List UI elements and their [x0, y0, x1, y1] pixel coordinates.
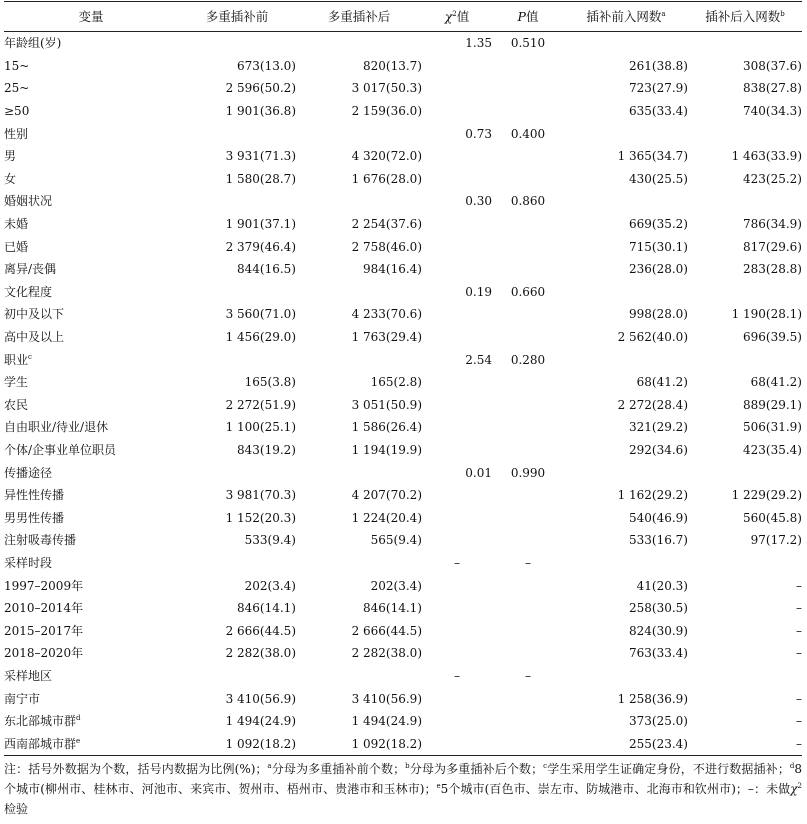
cell-net-before: 763(33.4) [629, 646, 688, 661]
cell-net-before: 255(23.4) [564, 732, 688, 755]
cell-before: 165(3.8) [244, 375, 296, 390]
cell-after: 2 159(36.0) [351, 104, 422, 119]
cell-net-after [688, 122, 802, 145]
cell-after: 3 017(50.3) [351, 81, 422, 96]
cell-p [492, 687, 564, 710]
cell-net-before: 261(38.8) [629, 58, 688, 73]
cell-net-before: 715(30.1) [629, 239, 688, 254]
group-label: 传播途径 [4, 465, 53, 480]
cell-after [296, 348, 422, 371]
cell-chi2 [422, 235, 492, 258]
cell-chi2: 0.01 [465, 465, 492, 480]
item-label: 西南部城市群$^e$ [4, 732, 178, 755]
item-label: 南宁市 [4, 691, 41, 706]
cell-net-after: 1 229(29.2) [731, 488, 802, 503]
item-label: 自由职业/待业/退休 [4, 420, 109, 435]
cell-before [178, 552, 296, 575]
cell-p [492, 303, 564, 326]
cell-after: 1 194(19.9) [351, 442, 422, 457]
cell-p: – [525, 668, 531, 683]
cell-chi2 [422, 168, 492, 191]
cell-before: 1 152(20.3) [225, 510, 296, 525]
cell-before: 202(3.4) [244, 578, 296, 593]
cell-net-after: 740(34.3) [743, 104, 802, 119]
cell-net-before: 540(46.9) [629, 510, 688, 525]
cell-net-after: – [796, 646, 802, 661]
cell-after [296, 461, 422, 484]
cell-net-after: 889(29.1) [743, 397, 802, 412]
cell-before: 2 596(50.2) [225, 81, 296, 96]
cell-net-before: 1 258(36.9) [617, 691, 688, 706]
cell-net-before: 1 162(29.2) [617, 488, 688, 503]
item-label: 1997–2009年 [4, 578, 84, 593]
cell-net-after [688, 665, 802, 688]
table-group-row [4, 552, 802, 575]
cell-net-before: 321(29.2) [629, 420, 688, 435]
group-label: 采样时段 [4, 555, 53, 570]
cell-chi2 [422, 303, 492, 326]
item-label: 注射吸毒传播 [4, 533, 77, 548]
cell-chi2 [422, 326, 492, 349]
cell-chi2 [422, 100, 492, 123]
cell-after: 1 092(18.2) [296, 732, 422, 755]
cell-net-after: 308(37.6) [743, 58, 802, 73]
item-label: ≥50 [4, 104, 30, 119]
cell-p [492, 574, 564, 597]
cell-net-after: 1 190(28.1) [731, 307, 802, 322]
cell-before: 1 100(25.1) [225, 420, 296, 435]
cell-chi2 [422, 484, 492, 507]
cell-net-before: 236(28.0) [629, 262, 688, 277]
cell-p [492, 484, 564, 507]
cell-before: 1 456(29.0) [225, 330, 296, 345]
cell-p [492, 235, 564, 258]
table-body [4, 32, 802, 756]
cell-chi2 [422, 597, 492, 620]
cell-p: – [525, 555, 531, 570]
group-label: 职业$^c$ [4, 352, 32, 367]
cell-before: 533(9.4) [244, 533, 296, 548]
item-label: 未婚 [4, 217, 29, 232]
cell-net-after: 817(29.6) [743, 239, 802, 254]
table-row [4, 145, 802, 168]
cell-chi2 [422, 710, 492, 733]
cell-after [296, 32, 422, 55]
cell-after: 1 224(20.4) [351, 510, 422, 525]
cell-after: 2 666(44.5) [351, 623, 422, 638]
table-row [4, 506, 802, 529]
cell-chi2 [422, 213, 492, 236]
cell-before [178, 665, 296, 688]
cell-p: 0.990 [510, 465, 546, 480]
cell-chi2 [422, 371, 492, 394]
cell-net-before: 2 272(28.4) [617, 397, 688, 412]
cell-net-after: 97(17.2) [750, 533, 802, 548]
header-before: 多重插补前 [178, 2, 296, 32]
item-label: 2015–2017年 [4, 623, 84, 638]
cell-chi2 [422, 416, 492, 439]
cell-after [296, 665, 422, 688]
table-row [4, 687, 802, 710]
cell-net-before: 669(35.2) [629, 217, 688, 232]
cell-net-after [688, 552, 802, 575]
cell-before: 2 282(38.0) [225, 646, 296, 661]
item-label: 学生 [4, 375, 29, 390]
cell-p: 0.400 [510, 126, 546, 141]
table-group-row [4, 348, 802, 371]
cell-chi2 [422, 687, 492, 710]
cell-net-after: – [796, 714, 802, 729]
item-label: 已婚 [4, 239, 29, 254]
cell-net-after: – [796, 691, 802, 706]
cell-net-before: 824(30.9) [629, 623, 688, 638]
item-label: 2018–2020年 [4, 646, 84, 661]
cell-after: 2 254(37.6) [351, 217, 422, 232]
cell-net-after [688, 190, 802, 213]
cell-chi2: 2.54 [465, 352, 492, 367]
cell-after: 4 320(72.0) [351, 149, 422, 164]
group-label: 婚姻状况 [4, 194, 53, 209]
cell-net-after [688, 32, 802, 55]
cell-before: 1 092(18.2) [178, 732, 296, 755]
header-after: 多重插补后 [296, 2, 422, 32]
cell-after: 846(14.1) [363, 601, 422, 616]
cell-p: 0.510 [510, 36, 546, 51]
table-group-row [4, 190, 802, 213]
table-row [4, 371, 802, 394]
cell-net-after [688, 281, 802, 304]
cell-before: 846(14.1) [237, 601, 296, 616]
cell-before [178, 122, 296, 145]
cell-net-before: 635(33.4) [629, 104, 688, 119]
table-row [4, 235, 802, 258]
item-label: 女 [4, 171, 17, 186]
cell-before: 3 931(71.3) [225, 149, 296, 164]
header-net-before: 插补前入网数$^a$ [564, 2, 688, 32]
cell-chi2: – [454, 668, 460, 683]
cell-net-after: – [796, 601, 802, 616]
item-label: 男男性传播 [4, 510, 65, 525]
cell-net-before: 292(34.6) [629, 442, 688, 457]
cell-after: 820(13.7) [363, 58, 422, 73]
cell-net-before: 1 365(34.7) [617, 149, 688, 164]
cell-after: 565(9.4) [370, 533, 422, 548]
table-row [4, 303, 802, 326]
cell-chi2: – [454, 555, 460, 570]
cell-after: 3 051(50.9) [351, 397, 422, 412]
cell-p [492, 642, 564, 665]
cell-before: 673(13.0) [237, 58, 296, 73]
cell-net-before: 258(30.5) [629, 601, 688, 616]
table-row [4, 326, 802, 349]
cell-before: 2 666(44.5) [225, 623, 296, 638]
cell-net-after [688, 461, 802, 484]
cell-chi2 [422, 258, 492, 281]
cell-after: 984(16.4) [363, 262, 422, 277]
cell-net-before: 430(25.5) [629, 171, 688, 186]
table-row [4, 168, 802, 191]
header-p: P值 [492, 2, 564, 32]
cell-net-before [564, 32, 688, 55]
header-net-after: 插补后入网数$^b$ [688, 2, 802, 32]
cell-before: 1 901(36.8) [225, 104, 296, 119]
table-row [4, 394, 802, 417]
cell-before: 843(19.2) [237, 442, 296, 457]
table-row [4, 258, 802, 281]
header-chi2: $\chi^2$值 [422, 2, 492, 32]
cell-before: 2 379(46.4) [225, 239, 296, 254]
cell-p [492, 168, 564, 191]
cell-p [492, 416, 564, 439]
cell-after [296, 190, 422, 213]
cell-net-after: – [796, 623, 802, 638]
table-row [4, 416, 802, 439]
cell-net-before [564, 122, 688, 145]
table-row [4, 529, 802, 552]
cell-chi2: 0.30 [465, 194, 492, 209]
cell-after: 1 586(26.4) [351, 420, 422, 435]
cell-before [178, 461, 296, 484]
cell-net-before: 998(28.0) [629, 307, 688, 322]
cell-after: 1 676(28.0) [351, 171, 422, 186]
cell-chi2: 0.73 [465, 126, 492, 141]
item-label: 25~ [4, 81, 30, 96]
table-row [4, 642, 802, 665]
cell-before: 2 272(51.9) [225, 397, 296, 412]
cell-after [296, 281, 422, 304]
cell-after: 1 494(24.9) [351, 714, 422, 729]
item-label: 男 [4, 149, 17, 164]
table-row [4, 100, 802, 123]
table-row [4, 732, 802, 755]
cell-p [492, 371, 564, 394]
cell-net-before: 533(16.7) [629, 533, 688, 548]
table-row [4, 213, 802, 236]
table-group-row [4, 461, 802, 484]
cell-after: 202(3.4) [370, 578, 422, 593]
cell-net-before [564, 348, 688, 371]
cell-p [492, 145, 564, 168]
group-label: 年龄组(岁) [4, 36, 62, 51]
table-group-row [4, 32, 802, 55]
cell-after: 2 758(46.0) [351, 239, 422, 254]
header-variable: 变量 [4, 2, 178, 32]
cell-before [178, 190, 296, 213]
cell-p [492, 619, 564, 642]
cell-net-after: 506(31.9) [743, 420, 802, 435]
cell-net-after: – [796, 578, 802, 593]
cell-after: 4 233(70.6) [351, 307, 422, 322]
table-row [4, 710, 802, 733]
group-label: 采样地区 [4, 668, 53, 683]
imputation-table [4, 1, 802, 756]
item-label: 2010–2014年 [4, 601, 84, 616]
table-group-row [4, 281, 802, 304]
cell-p [492, 100, 564, 123]
cell-net-before [564, 552, 688, 575]
cell-p [492, 529, 564, 552]
cell-chi2 [422, 55, 492, 78]
cell-p [492, 258, 564, 281]
table-row [4, 77, 802, 100]
item-label: 个体/企事业单位职员 [4, 442, 117, 457]
cell-p [492, 394, 564, 417]
table-row [4, 597, 802, 620]
cell-chi2 [422, 145, 492, 168]
cell-after: 4 207(70.2) [351, 488, 422, 503]
cell-chi2 [422, 732, 492, 755]
cell-after [296, 122, 422, 145]
cell-net-before: 68(41.2) [636, 375, 688, 390]
cell-net-before [564, 461, 688, 484]
cell-after: 1 763(29.4) [351, 330, 422, 345]
cell-p: 0.660 [510, 284, 546, 299]
cell-before: 1 901(37.1) [225, 217, 296, 232]
cell-after: 3 410(56.9) [351, 691, 422, 706]
table-row [4, 619, 802, 642]
cell-net-after: 283(28.8) [743, 262, 802, 277]
item-label: 东北部城市群$^d$ [4, 714, 81, 729]
cell-net-before [564, 190, 688, 213]
item-label: 高中及以上 [4, 330, 65, 345]
table-header-row [4, 2, 802, 32]
cell-chi2 [422, 619, 492, 642]
cell-p [492, 710, 564, 733]
cell-p [492, 506, 564, 529]
cell-before: 3 981(70.3) [225, 488, 296, 503]
cell-chi2 [422, 394, 492, 417]
cell-p [492, 326, 564, 349]
item-label: 初中及以下 [4, 307, 65, 322]
table-group-row [4, 122, 802, 145]
cell-net-before: 723(27.9) [629, 81, 688, 96]
cell-before: 844(16.5) [237, 262, 296, 277]
item-label: 农民 [4, 397, 29, 412]
cell-after: 2 282(38.0) [351, 646, 422, 661]
cell-net-after: – [688, 732, 802, 755]
group-label: 文化程度 [4, 284, 53, 299]
cell-chi2: 1.35 [465, 36, 492, 51]
cell-net-before [564, 281, 688, 304]
table-group-row [4, 665, 802, 688]
item-label: 异性性传播 [4, 488, 65, 503]
cell-net-before: 373(25.0) [629, 714, 688, 729]
cell-net-after: 838(27.8) [743, 81, 802, 96]
cell-p [492, 439, 564, 462]
cell-before: 3 560(71.0) [225, 307, 296, 322]
cell-p: 0.860 [510, 194, 546, 209]
cell-net-before [564, 665, 688, 688]
cell-before: 3 410(56.9) [225, 691, 296, 706]
cell-p [492, 597, 564, 620]
cell-chi2 [422, 529, 492, 552]
item-label: 15~ [4, 58, 30, 73]
group-label: 性别 [4, 126, 29, 141]
cell-after: 165(2.8) [370, 375, 422, 390]
cell-net-after: 423(35.4) [743, 442, 802, 457]
cell-chi2 [422, 506, 492, 529]
cell-net-after [688, 348, 802, 371]
cell-net-after: 696(39.5) [743, 330, 802, 345]
cell-before [178, 281, 296, 304]
cell-net-after: 1 463(33.9) [731, 149, 802, 164]
table-row [4, 574, 802, 597]
cell-after [296, 552, 422, 575]
cell-net-after: 560(45.8) [743, 510, 802, 525]
cell-chi2 [422, 439, 492, 462]
cell-p: 0.280 [510, 352, 546, 367]
cell-net-after: 423(25.2) [743, 171, 802, 186]
cell-before [178, 348, 296, 371]
cell-p [492, 55, 564, 78]
table-footnote: 注：括号外数据为个数，括号内数据为比例(%)；$^a$分母为多重插补前个数；$^b$分母为多重插补后个数；$^c$学生采用学生证确定身份，不进行数据插补；$^d$8个城市(柳州市、桂林市、河池市、来宾市、贺州市、梧州市、贵港市和玉林市)；$^e$5个城市(百色市、崇左市、防城港市、北海市和钦州市)；–：未做$\chi^2$检验 [4, 762, 802, 816]
table-row [4, 55, 802, 78]
cell-net-after: 68(41.2) [750, 375, 802, 390]
cell-chi2 [422, 574, 492, 597]
cell-chi2 [422, 642, 492, 665]
cell-net-before: 2 562(40.0) [617, 330, 688, 345]
cell-p [492, 77, 564, 100]
cell-p [492, 732, 564, 755]
cell-before: 1 580(28.7) [225, 171, 296, 186]
cell-before: 1 494(24.9) [225, 714, 296, 729]
cell-chi2: 0.19 [465, 284, 492, 299]
cell-chi2 [422, 77, 492, 100]
table-row [4, 484, 802, 507]
cell-before [178, 32, 296, 55]
item-label: 离异/丧偶 [4, 262, 57, 277]
cell-net-after: 786(34.9) [743, 217, 802, 232]
cell-net-before: 41(20.3) [636, 578, 688, 593]
cell-p [492, 213, 564, 236]
table-row [4, 439, 802, 462]
